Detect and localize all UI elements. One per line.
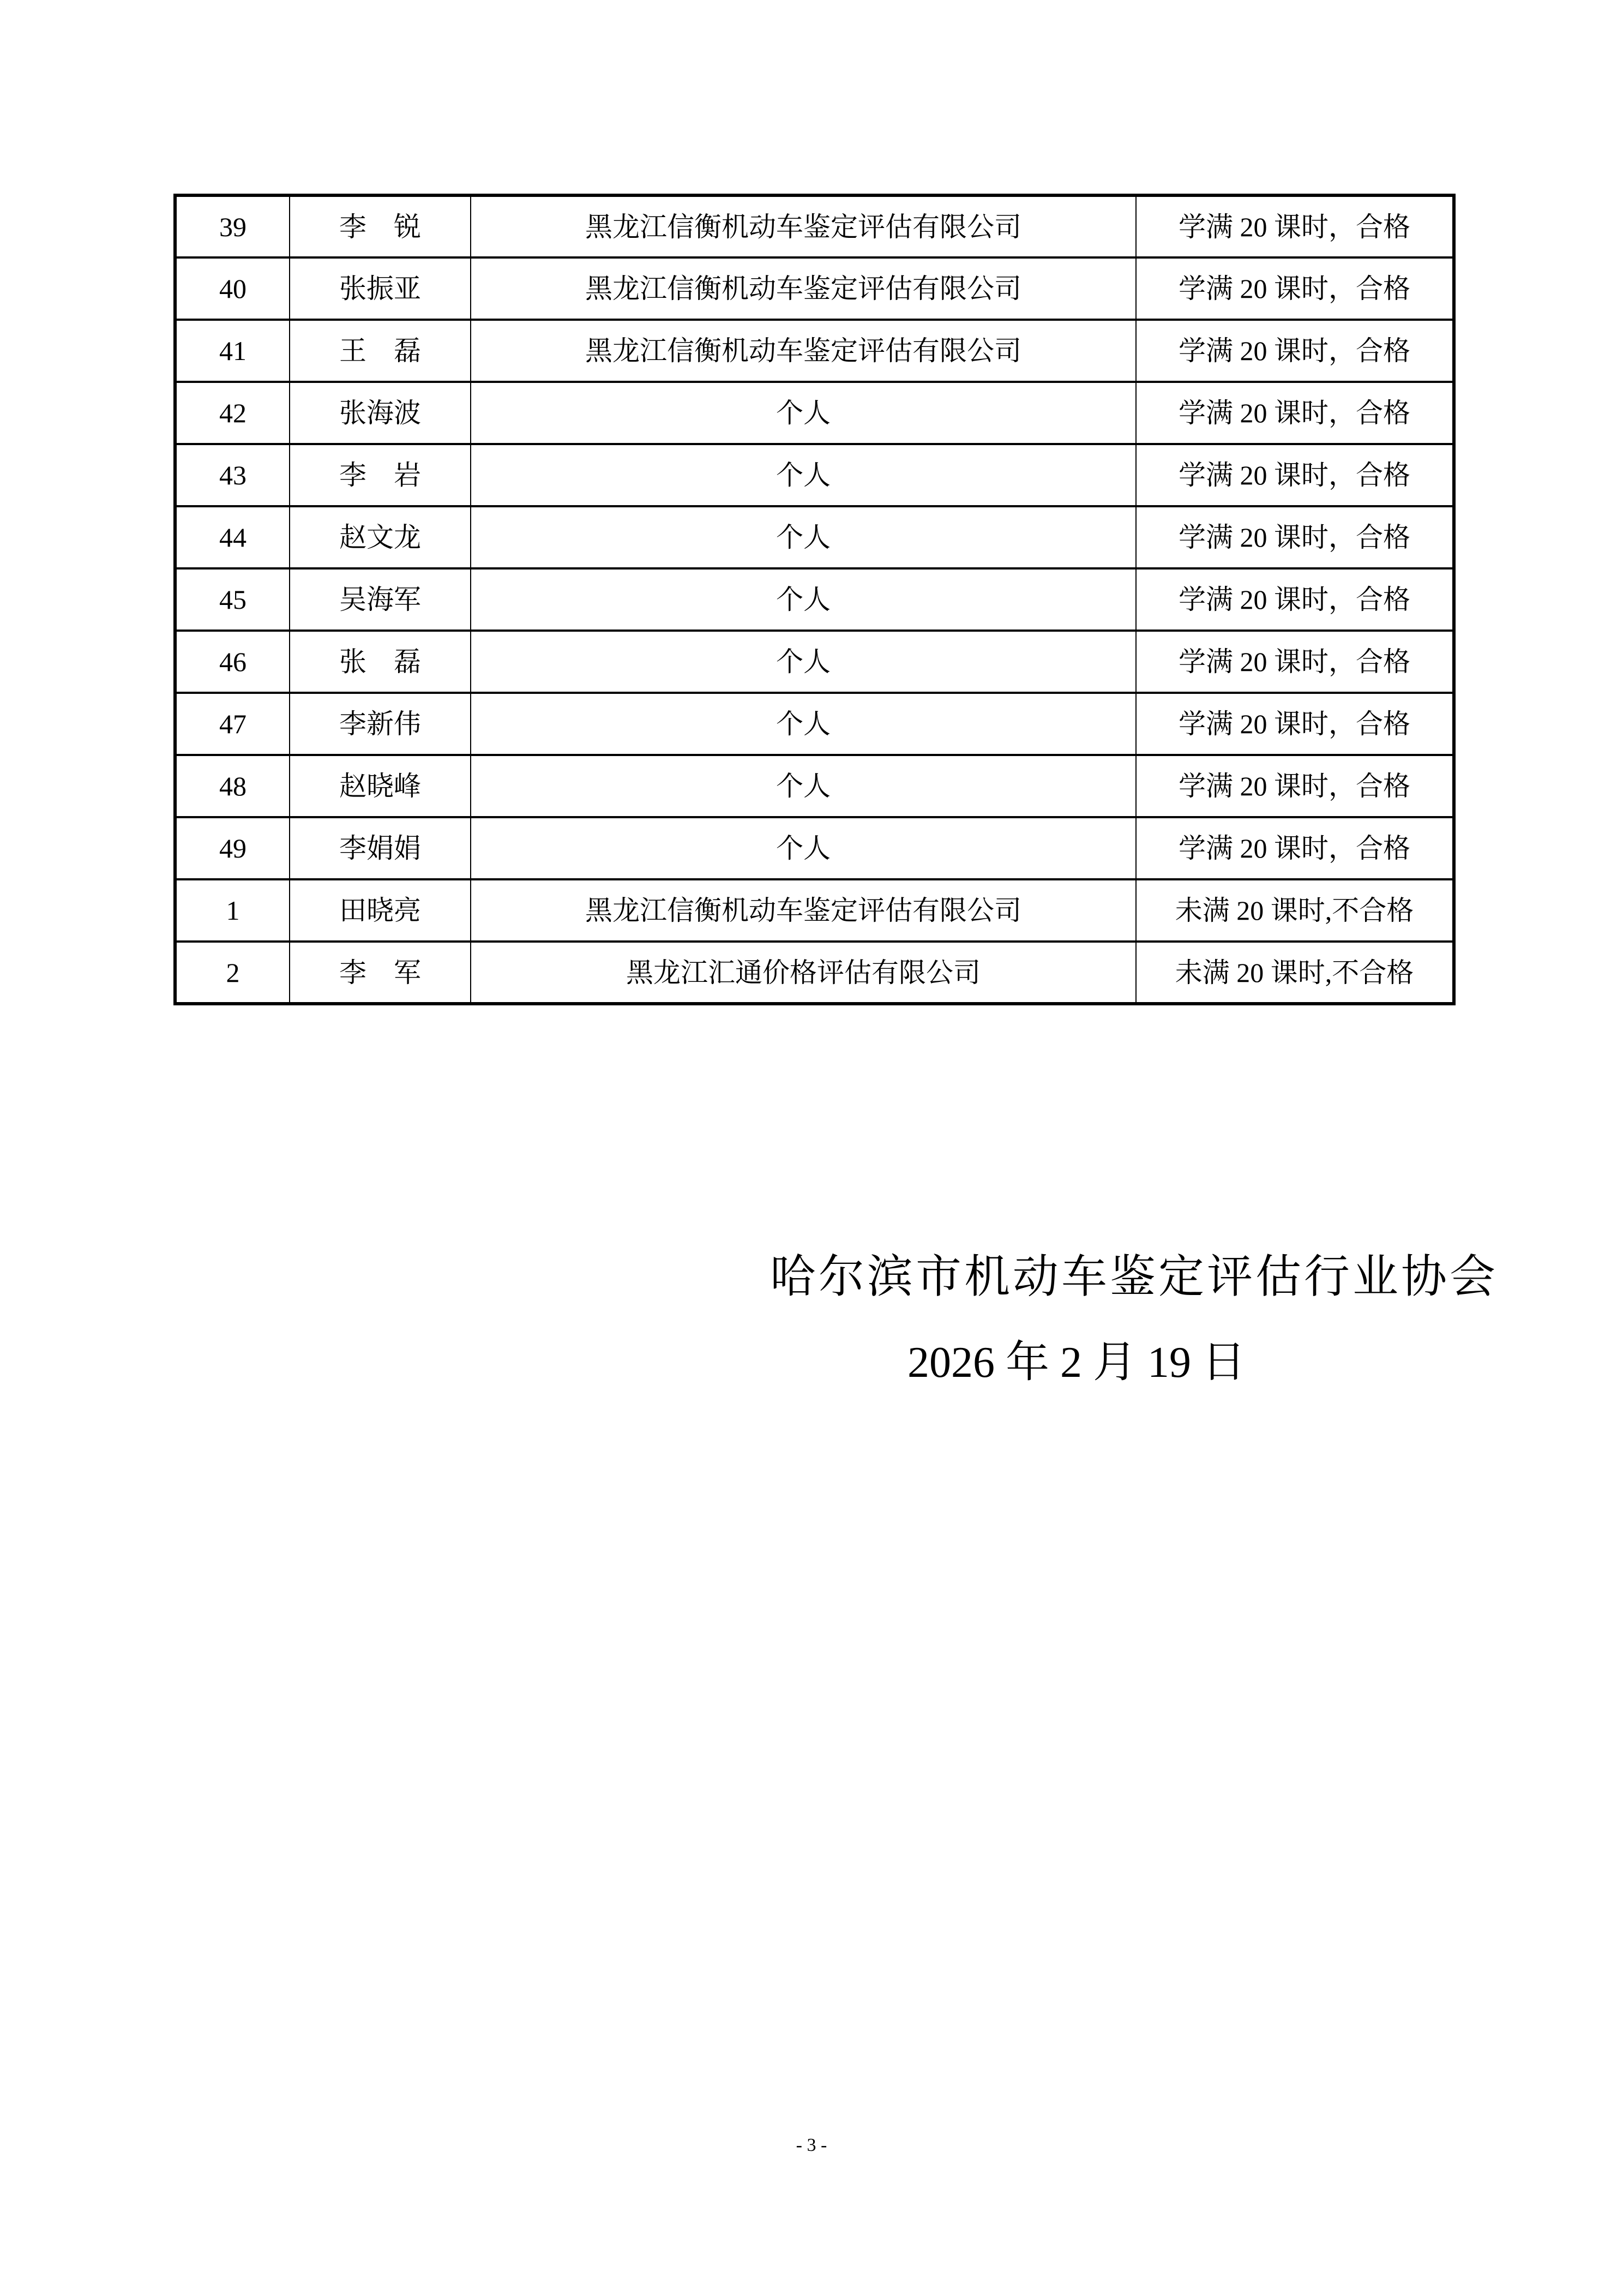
issuing-organization: 哈尔滨市机动车鉴定评估行业协会 [770, 1252, 1499, 1303]
cell-organization: 个人 [471, 382, 1136, 444]
table-row [175, 195, 1454, 257]
table-row [175, 942, 1454, 1004]
cell-organization: 黑龙江信衡机动车鉴定评估有限公司 [471, 195, 1136, 257]
cell-number: 48 [175, 755, 290, 817]
cell-result: 学满 20 课时，合格 [1136, 195, 1454, 257]
training-results-table [173, 194, 1456, 1005]
table-body [175, 195, 1454, 1004]
cell-result: 学满 20 课时，合格 [1136, 693, 1454, 755]
cell-name: 李 锐 [290, 195, 471, 257]
table-row [175, 257, 1454, 320]
cell-organization: 个人 [471, 693, 1136, 755]
cell-name: 赵文龙 [290, 506, 471, 568]
cell-name: 王 磊 [290, 320, 471, 382]
cell-result: 学满 20 课时，合格 [1136, 382, 1454, 444]
cell-organization: 个人 [471, 444, 1136, 506]
cell-organization: 黑龙江信衡机动车鉴定评估有限公司 [471, 320, 1136, 382]
cell-result: 学满 20 课时，合格 [1136, 755, 1454, 817]
cell-organization: 个人 [471, 755, 1136, 817]
cell-name: 张 磊 [290, 631, 471, 693]
issue-date: 2026 年 2 月 19 日 [907, 1339, 1246, 1387]
cell-name: 张海波 [290, 382, 471, 444]
cell-result: 学满 20 课时，合格 [1136, 257, 1454, 320]
cell-result: 学满 20 课时，合格 [1136, 817, 1454, 879]
cell-number: 39 [175, 195, 290, 257]
cell-organization: 黑龙江信衡机动车鉴定评估有限公司 [471, 879, 1136, 942]
table-row [175, 879, 1454, 942]
cell-number: 47 [175, 693, 290, 755]
cell-name: 张振亚 [290, 257, 471, 320]
cell-organization: 黑龙江汇通价格评估有限公司 [471, 942, 1136, 1004]
cell-result: 未满 20 课时,不合格 [1136, 879, 1454, 942]
cell-number: 49 [175, 817, 290, 879]
cell-result: 学满 20 课时，合格 [1136, 631, 1454, 693]
cell-number: 1 [175, 879, 290, 942]
cell-name: 李 岩 [290, 444, 471, 506]
cell-name: 吴海军 [290, 568, 471, 631]
cell-name: 李新伟 [290, 693, 471, 755]
table-row [175, 382, 1454, 444]
cell-number: 46 [175, 631, 290, 693]
cell-organization: 黑龙江信衡机动车鉴定评估有限公司 [471, 257, 1136, 320]
page-number: - 3 - [796, 2135, 827, 2155]
cell-number: 43 [175, 444, 290, 506]
cell-organization: 个人 [471, 817, 1136, 879]
table-row [175, 693, 1454, 755]
cell-result: 学满 20 课时，合格 [1136, 320, 1454, 382]
cell-result: 学满 20 课时，合格 [1136, 444, 1454, 506]
cell-result: 学满 20 课时，合格 [1136, 506, 1454, 568]
cell-organization: 个人 [471, 506, 1136, 568]
cell-name: 赵晓峰 [290, 755, 471, 817]
cell-organization: 个人 [471, 568, 1136, 631]
cell-number: 45 [175, 568, 290, 631]
cell-number: 41 [175, 320, 290, 382]
cell-name: 李 军 [290, 942, 471, 1004]
cell-result: 学满 20 课时，合格 [1136, 568, 1454, 631]
cell-number: 40 [175, 257, 290, 320]
table-row [175, 506, 1454, 568]
table-row [175, 568, 1454, 631]
table-row [175, 631, 1454, 693]
cell-result: 未满 20 课时,不合格 [1136, 942, 1454, 1004]
cell-number: 44 [175, 506, 290, 568]
cell-number: 2 [175, 942, 290, 1004]
table-row [175, 444, 1454, 506]
table-row [175, 817, 1454, 879]
cell-name: 田晓亮 [290, 879, 471, 942]
table-row [175, 320, 1454, 382]
cell-organization: 个人 [471, 631, 1136, 693]
table-row [175, 755, 1454, 817]
cell-name: 李娟娟 [290, 817, 471, 879]
cell-number: 42 [175, 382, 290, 444]
